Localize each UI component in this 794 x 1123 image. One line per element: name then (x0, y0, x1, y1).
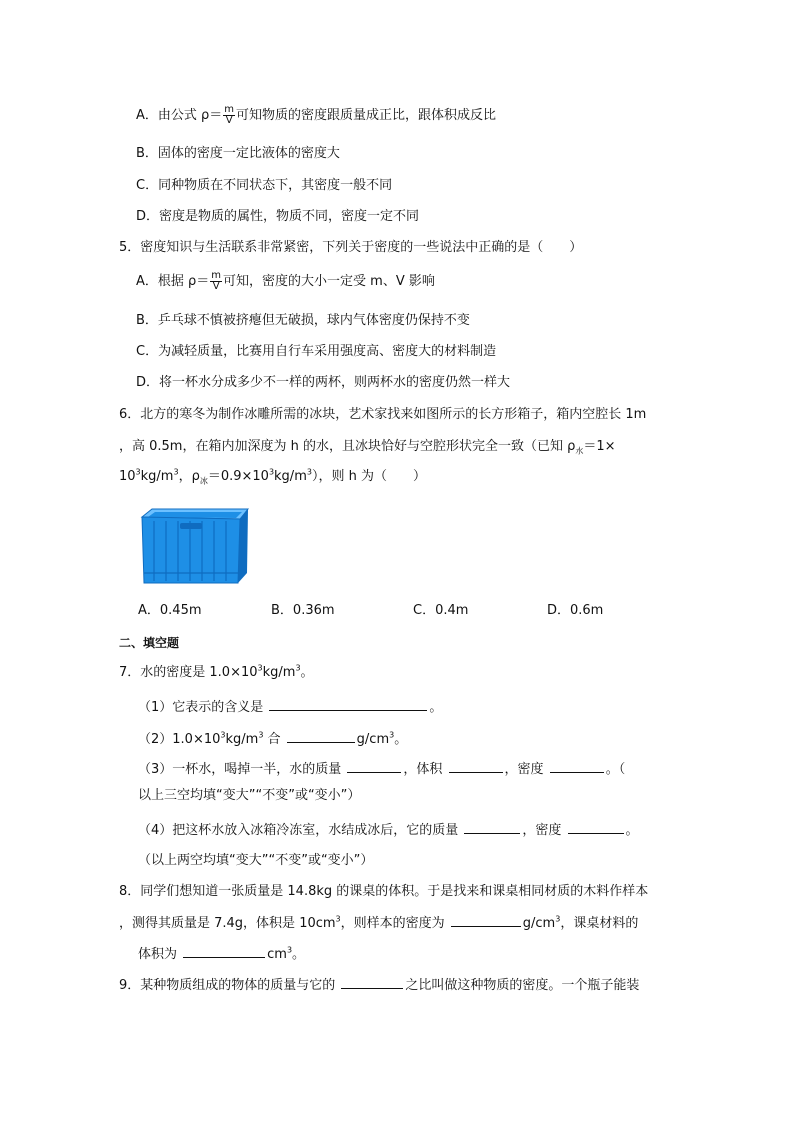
q4-option-a: A．由公式 ρ＝ $\frac{m}{V}$ 可知物质的密度跟质量成正比，跟体积成反比 (136, 104, 497, 126)
q7-part1: （1）它表示的含义是 。 (138, 696, 442, 718)
q6-stem-line2: ，高 0.5m，在箱内加深度为 h 的水，且冰块恰好与空腔形状完全一致（已知 $\rho_水=1\times$ (119, 439, 616, 456)
q6-stem-line3: $10^3kg/m^3$，$\rho_冰=0.9\times 10^3kg/m^3$），则 h 为（ ） (119, 467, 426, 486)
q6-stem-line1: 6．北方的寒冬为制作冰雕所需的冰块，艺术家找来如图所示的长方形箱子，箱内空腔长 1m (119, 407, 647, 422)
q9-line1: 9．某种物质组成的物体的质量与它的 之比叫做这种物质的密度。一个瓶子能装 (119, 974, 639, 996)
q5-option-a: A．根据 ρ＝ $\frac{m}{V}$ 可知，密度的大小一定受 m、V 影响 (136, 270, 435, 292)
density-fraction: $\frac{m}{V}$ (211, 270, 222, 292)
q6-choice-d: D．0.6m (547, 603, 604, 618)
section-fill-in-blank: 二、填空题 (119, 636, 180, 650)
q6-choice-b: B．0.36m (271, 603, 335, 618)
q7-part3: （3）一杯水，喝掉一半，水的质量 ，体积 ，密度 。（ (138, 758, 625, 780)
q8-line2: ，测得其质量是 7.4g，体积是 $10cm^3$，则样本的密度为 $g/cm^3$，课桌材料的 (119, 912, 638, 934)
answer-blank[interactable] (341, 974, 403, 989)
q7-part3-note: 以上三空均填“变大”“不变”或“变小”） (138, 788, 361, 803)
answer-blank[interactable] (287, 728, 355, 743)
answer-blank[interactable] (269, 696, 427, 711)
q5-stem: 5．密度知识与生活联系非常紧密，下列关于密度的一些说法中正确的是（ ） (119, 240, 583, 255)
plastic-box-figure (140, 507, 250, 585)
q7-part2: $(2)1.0\times 10^3kg/m^3$ 合 $g/cm^3$。 (138, 728, 407, 750)
q7-stem: 7．水的密度是 $1.0\times 10^3kg/m^3$。 (119, 663, 314, 680)
q8-line1: 8．同学们想知道一张质量是 14.8kg 的课桌的体积。于是找来和课桌相同材质的木料作样本 (119, 884, 649, 899)
answer-blank[interactable] (550, 758, 604, 773)
q5-option-b: B．乒乓球不慎被挤瘪但无破损，球内气体密度仍保持不变 (136, 313, 470, 328)
q4-option-d: D．密度是物质的属性，物质不同，密度一定不同 (136, 209, 420, 224)
answer-blank[interactable] (451, 912, 521, 927)
density-fraction: $\frac{m}{V}$ (224, 104, 235, 126)
box-handle (180, 523, 202, 529)
q8-line3: 体积为 $cm^3$。 (138, 943, 305, 965)
q7-part4: （4）把这杯水放入冰箱冷冻室，水结成冰后，它的质量 ，密度 。 (138, 819, 639, 841)
q4-option-b: B．固体的密度一定比液体的密度大 (136, 146, 340, 161)
q6-choice-c: C．0.4m (413, 603, 469, 618)
answer-blank[interactable] (347, 758, 401, 773)
answer-blank[interactable] (464, 819, 520, 834)
answer-blank[interactable] (568, 819, 624, 834)
q4-option-c: C．同种物质在不同状态下，其密度一般不同 (136, 178, 393, 193)
q6-choice-a: A．0.45m (138, 603, 202, 618)
q7-part4-note: （以上两空均填“变大”“不变”或“变小”） (138, 853, 374, 868)
q5-option-d: D．将一杯水分成多少不一样的两杯，则两杯水的密度仍然一样大 (136, 375, 511, 390)
answer-blank[interactable] (449, 758, 503, 773)
q5-option-c: C．为减轻质量，比赛用自行车采用强度高、密度大的材料制造 (136, 344, 497, 359)
answer-blank[interactable] (183, 943, 265, 958)
